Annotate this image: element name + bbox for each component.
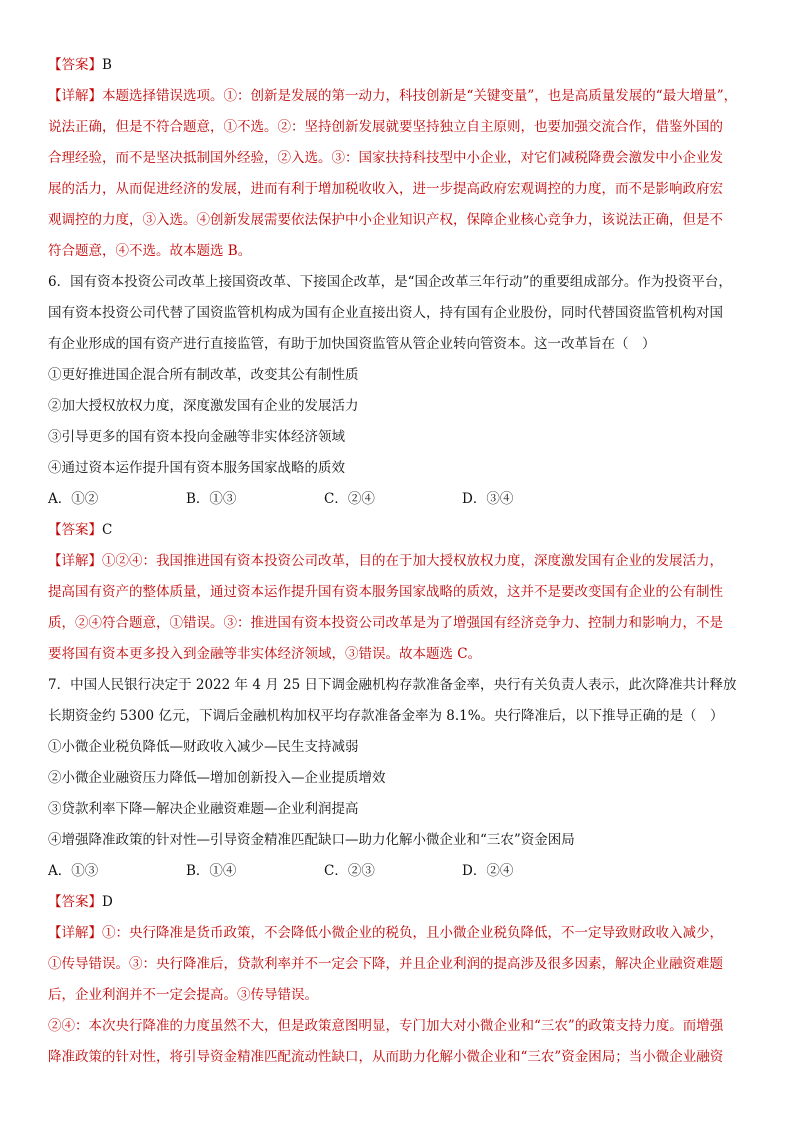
question-item: ②加大授权放权力度，深度激发国有企业的发展活力 xyxy=(48,398,359,414)
option-c: C．②④ xyxy=(324,491,375,507)
detail-line: 降准政策的针对性，将引导资金精准匹配流动性缺口，从而助力化解小微企业和“三农”资金困局；当小微企业融资 xyxy=(48,1049,724,1065)
option-c: C．②③ xyxy=(324,863,375,879)
detail-line xyxy=(48,81,748,112)
detail-line: 要将国有资本更多投入到金融等非实体经济领域，③错误。故本题选 C。 xyxy=(48,646,482,662)
question-item: ①小微企业税负降低—财政收入减少—民生支持减弱 xyxy=(48,739,359,755)
answer-value: D xyxy=(102,894,113,910)
detail-text: ①②④：我国推进国有资本投资公司改革，目的在于加大授权放权力度，深度激发国有企业的发展活力， xyxy=(102,553,723,569)
option-b: B．①④ xyxy=(186,863,237,879)
question-item: ③贷款利率下降—解决企业融资难题—企业利润提高 xyxy=(48,801,359,817)
detail-line: 后，企业利润并不一定会提高。③传导错误。 xyxy=(48,987,318,1003)
detail-tag: 【详解】 xyxy=(48,553,102,569)
question-item: ③引导更多的国有资本投向金融等非实体经济领域 xyxy=(48,429,345,445)
answer-value: B xyxy=(102,57,112,73)
detail-line: 说法正确，但是不符合题意，①不选。②：坚持创新发展就要坚持独立自主原则，也要加强交流合作，借鉴外国的 xyxy=(48,119,723,135)
question-stem-line: 7．中国人民银行决定于 2022 年 4 月 25 日下调金融机构存款准备金率，央行有关负责人表示，此次降准共计释放 xyxy=(48,677,737,693)
question-stem-line: 有企业形成的国有资产进行直接监管，有助于加快国资监管从管企业转向管资本。这一改革旨在（ ） xyxy=(48,336,656,352)
answer-line xyxy=(48,50,748,81)
answer-line xyxy=(48,515,748,546)
question-item: ④增强降准政策的针对性—引导资金精准匹配缺口—助力化解小微企业和“三农”资金困局 xyxy=(48,832,575,848)
detail-line: 符合题意，④不选。故本题选 B。 xyxy=(48,243,252,259)
question-item: ④通过资本运作提升国有资本服务国家战略的质效 xyxy=(48,460,345,476)
answer-tag: 【答案】 xyxy=(48,894,102,910)
detail-line: 展的活力，从而促进经济的发展，进而有利于增加税收收入，进一步提高政府宏观调控的力度，而不是影响政府宏 xyxy=(48,181,723,197)
question-stem-line: 长期资金约 5300 亿元，下调后金融机构加权平均存款准备金率为 8.1%。央行降准后，以下推导正确的是（ ） xyxy=(48,708,724,724)
option-b: B．①③ xyxy=(186,491,237,507)
detail-line: 质，②④符合题意，①错误。③：推进国有资本投资公司改革是为了增强国有经济竞争力、控制力和影响力，不是 xyxy=(48,615,723,631)
question-item: ②小微企业融资压力降低—增加创新投入—企业提质增效 xyxy=(48,770,386,786)
question-stem-line: 6．国有资本投资公司改革上接国资改革、下接国企改革，是“国企改革三年行动”的重要组成部分。作为投资平台， xyxy=(48,274,732,290)
detail-text: ①：央行降准是货币政策，不会降低小微企业的税负，且小微企业税负降低，不一定导致财政收入减少， xyxy=(102,925,723,941)
answer-tag: 【答案】 xyxy=(48,57,102,73)
answer-value: C xyxy=(102,522,113,538)
answer-options xyxy=(48,484,748,515)
option-d: D．③④ xyxy=(462,491,514,507)
question-item: ①更好推进国企混合所有制改革，改变其公有制性质 xyxy=(48,367,359,383)
option-a: A．①② xyxy=(48,491,99,507)
answer-options xyxy=(48,856,748,887)
detail-text: 本题选择错误选项。①：创新是发展的第一动力，科技创新是“关键变量”，也是高质量发展的“最大增量”， xyxy=(102,88,738,104)
detail-line xyxy=(48,918,748,949)
answer-line xyxy=(48,887,748,918)
question-stem-line: 国有资本投资公司代替了国资监管机构成为国有企业直接出资人，持有国有企业股份，同时代替国资监管机构对国 xyxy=(48,305,723,321)
detail-line: 合理经验，而不是坚决抵制国外经验，②入选。③：国家扶持科技型中小企业，对它们减税降费会激发中小企业发 xyxy=(48,150,723,166)
option-d: D．②④ xyxy=(462,863,514,879)
detail-line xyxy=(48,546,748,577)
detail-tag: 【详解】 xyxy=(48,925,102,941)
detail-line: ②④：本次央行降准的力度虽然不大，但是政策意图明显，专门加大对小微企业和“三农”的政策支持力度。而增强 xyxy=(48,1018,724,1034)
document-page xyxy=(48,50,748,1073)
detail-line: 提高国有资产的整体质量，通过资本运作提升国有资本服务国家战略的质效，这并不是要改变国有企业的公有制性 xyxy=(48,584,723,600)
detail-line: ①传导错误。③：央行降准后，贷款利率并不一定会下降，并且企业利润的提高涉及很多因素，解决企业融资难题 xyxy=(48,956,723,972)
detail-tag: 【详解】 xyxy=(48,88,102,104)
detail-line: 观调控的力度，③入选。④创新发展需要依法保护中小企业知识产权，保障企业核心竞争力，该说法正确，但是不 xyxy=(48,212,723,228)
option-a: A．①③ xyxy=(48,863,99,879)
answer-tag: 【答案】 xyxy=(48,522,102,538)
